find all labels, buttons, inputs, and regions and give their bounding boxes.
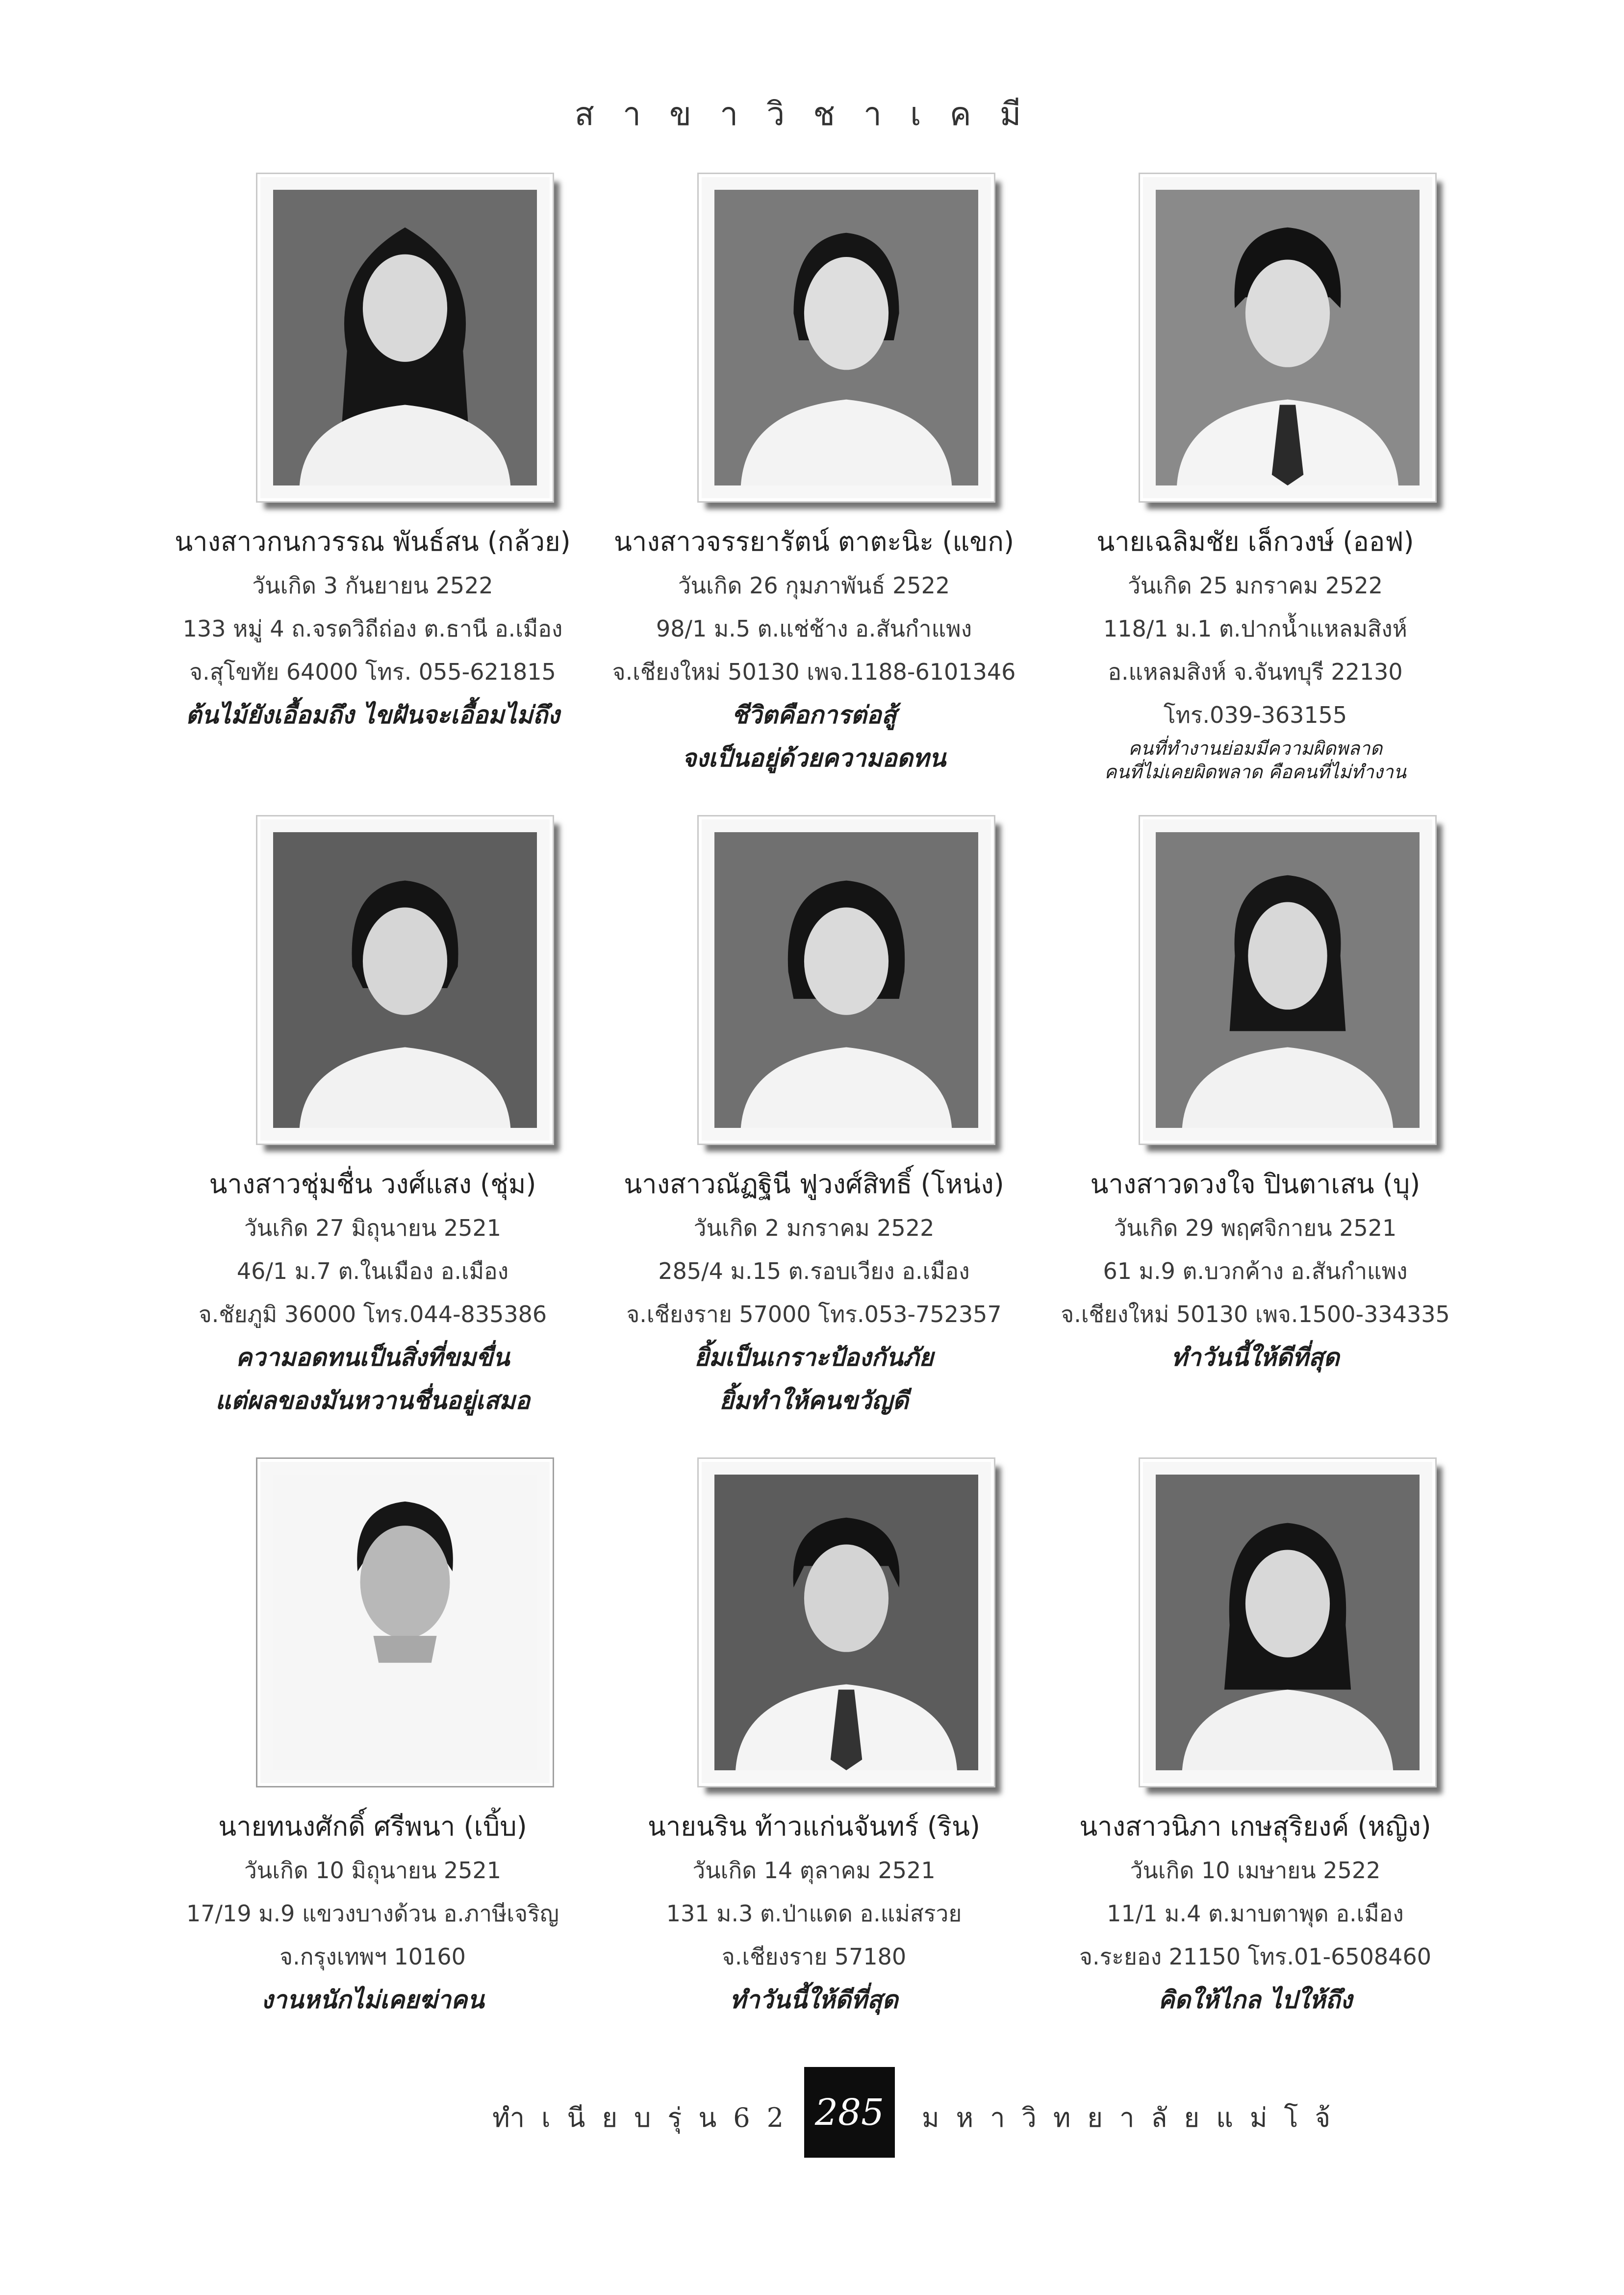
motto: งานหนักไม่เคยฆ่าคน bbox=[261, 1986, 484, 2014]
motto: แต่ผลของมันหวานชื่นอยู่เสมอ bbox=[215, 1386, 530, 1415]
section-title: สาขาวิชาเคมี bbox=[574, 95, 1050, 133]
student-name: นางสาวชุ่มชื่น วงศ์แสง (ชุ่ม) bbox=[209, 1169, 536, 1199]
student-card bbox=[152, 816, 593, 1459]
male-portrait-icon bbox=[1156, 190, 1420, 485]
address-line: จ.เชียงใหม่ 50130 เพจ.1188-6101346 bbox=[612, 659, 1016, 685]
address-line: 285/4 ม.15 ต.รอบเวียง อ.เมือง bbox=[658, 1258, 970, 1284]
student-photo bbox=[257, 174, 553, 501]
page-number: 285 bbox=[804, 2067, 895, 2158]
female-portrait-icon bbox=[714, 832, 978, 1128]
address-line: 61 ม.9 ต.บวกค้าง อ.สันกำแพง bbox=[1103, 1258, 1408, 1284]
motto: คนที่ทำงานย่อมมีความผิดพลาด bbox=[1128, 738, 1383, 759]
birthday: วันเกิด 14 ตุลาคม 2521 bbox=[692, 1857, 936, 1884]
female-portrait-icon bbox=[714, 190, 978, 485]
student-name: นางสาวนิภา เกษสุริยงค์ (หญิง) bbox=[1079, 1811, 1431, 1842]
birthday: วันเกิด 10 เมษายน 2522 bbox=[1130, 1857, 1381, 1884]
male-portrait-icon bbox=[714, 1475, 978, 1770]
student-card bbox=[1035, 816, 1476, 1459]
student-photo bbox=[1140, 174, 1435, 501]
birthday: วันเกิด 3 กันยายน 2522 bbox=[252, 572, 493, 599]
student-grid bbox=[152, 174, 1476, 2072]
birthday: วันเกิด 2 มกราคม 2522 bbox=[693, 1215, 935, 1241]
student-name: นายทนงศักดิ์ ศรีพนา (เบิ้บ) bbox=[218, 1811, 527, 1842]
motto: คิดให้ไกล ไปให้ถึง bbox=[1158, 1986, 1352, 2014]
student-name: นางสาวณัฏฐินี ฟูวงศ์สิทธิ์ (โหน่ง) bbox=[624, 1169, 1004, 1199]
address-line: 118/1 ม.1 ต.ปากน้ำแหลมสิงห์ bbox=[1103, 615, 1407, 642]
student-card bbox=[152, 174, 593, 816]
university-name: มหาวิทยาลัยแม่โจ้ bbox=[922, 2102, 1347, 2133]
motto: ความอดทนเป็นสิ่งที่ขมขื่น bbox=[235, 1343, 510, 1372]
motto: ยิ้มทำให้คนขวัญดี bbox=[719, 1386, 909, 1415]
motto: ต้นไม้ยังเอื้อมถึง ไขฝันจะเอื้อมไม่ถึง bbox=[185, 701, 560, 729]
address-line: 17/19 ม.9 แขวงบางด้วน อ.ภาษีเจริญ bbox=[186, 1900, 559, 1927]
motto: คนที่ไม่เคยผิดพลาด คือคนที่ไม่ทำงาน bbox=[1104, 761, 1406, 783]
student-name: นายเฉลิมชัย เล็กวงษ์ (ออฟ) bbox=[1096, 526, 1414, 557]
student-card bbox=[593, 816, 1035, 1459]
birthday: วันเกิด 26 กุมภาพันธ์ 2522 bbox=[678, 572, 950, 599]
student-photo bbox=[699, 174, 994, 501]
address-line: 98/1 ม.5 ต.แช่ช้าง อ.สันกำแพง bbox=[656, 615, 972, 642]
page-footer bbox=[0, 2067, 1624, 2155]
student-photo bbox=[257, 816, 553, 1144]
student-card bbox=[593, 1459, 1035, 2072]
birthday: วันเกิด 25 มกราคม 2522 bbox=[1128, 572, 1383, 599]
student-name: นางสาวจรรยารัตน์ ตาตะนิะ (แขก) bbox=[613, 526, 1015, 557]
student-card bbox=[152, 1459, 593, 2072]
male-portrait-icon bbox=[273, 1475, 537, 1770]
address-line: จ.ชัยภูมิ 36000 โทร.044-835386 bbox=[198, 1301, 547, 1327]
yearbook-title: ทำเนียบรุ่น62 bbox=[492, 2102, 800, 2133]
student-photo bbox=[1140, 1459, 1435, 1786]
female-portrait-icon bbox=[1156, 1475, 1420, 1770]
student-card bbox=[1035, 174, 1476, 816]
student-photo bbox=[699, 1459, 994, 1786]
address-line: 131 ม.3 ต.ป่าแดด อ.แม่สรวย bbox=[666, 1900, 962, 1927]
birthday: วันเกิด 29 พฤศจิกายน 2521 bbox=[1114, 1215, 1397, 1241]
motto: ยิ้มเป็นเกราะป้องกันภัย bbox=[694, 1343, 934, 1372]
female-portrait-icon bbox=[273, 190, 537, 485]
address-line: จ.กรุงเทพฯ 10160 bbox=[279, 1943, 466, 1970]
student-name: นางสาวดวงใจ ปินตาเสน (บุ) bbox=[1090, 1169, 1421, 1199]
student-card bbox=[593, 174, 1035, 816]
student-photo bbox=[1140, 816, 1435, 1144]
birthday: วันเกิด 10 มิถุนายน 2521 bbox=[244, 1857, 502, 1884]
address-line: จ.ระยอง 21150 โทร.01-6508460 bbox=[1079, 1943, 1431, 1970]
address-line: 46/1 ม.7 ต.ในเมือง อ.เมือง bbox=[236, 1258, 509, 1284]
address-line: จ.เชียงราย 57000 โทร.053-752357 bbox=[626, 1301, 1002, 1327]
student-name: นางสาวกนกวรรณ พันธ์สน (กล้วย) bbox=[175, 526, 571, 557]
address-line: 133 หมู่ 4 ถ.จรดวิถีถ่อง ต.ธานี อ.เมือง bbox=[182, 615, 563, 642]
address-line: อ.แหลมสิงห์ จ.จันทบุรี 22130 bbox=[1108, 659, 1403, 685]
female-portrait-icon bbox=[273, 832, 537, 1128]
motto: จงเป็นอยู่ด้วยความอดทน bbox=[682, 744, 946, 772]
address-line: 11/1 ม.4 ต.มาบตาพุด อ.เมือง bbox=[1107, 1900, 1404, 1927]
student-photo bbox=[257, 1459, 553, 1786]
address-line: จ.เชียงใหม่ 50130 เพจ.1500-334335 bbox=[1061, 1301, 1450, 1327]
student-card bbox=[1035, 1459, 1476, 2072]
motto: ชีวิตคือการต่อสู้ bbox=[731, 701, 897, 729]
motto: ทำวันนี้ให้ดีที่สุด bbox=[730, 1986, 898, 2014]
address-line: จ.เชียงราย 57180 bbox=[721, 1943, 907, 1970]
female-portrait-icon bbox=[1156, 832, 1420, 1128]
address-line: จ.สุโขทัย 64000 โทร. 055-621815 bbox=[189, 659, 556, 685]
motto: ทำวันนี้ให้ดีที่สุด bbox=[1171, 1343, 1340, 1372]
student-photo bbox=[699, 816, 994, 1144]
phone-line: โทร.039-363155 bbox=[1163, 702, 1347, 728]
birthday: วันเกิด 27 มิถุนายน 2521 bbox=[244, 1215, 502, 1241]
student-name: นายนริน ท้าวแก่นจันทร์ (ริน) bbox=[648, 1811, 980, 1842]
